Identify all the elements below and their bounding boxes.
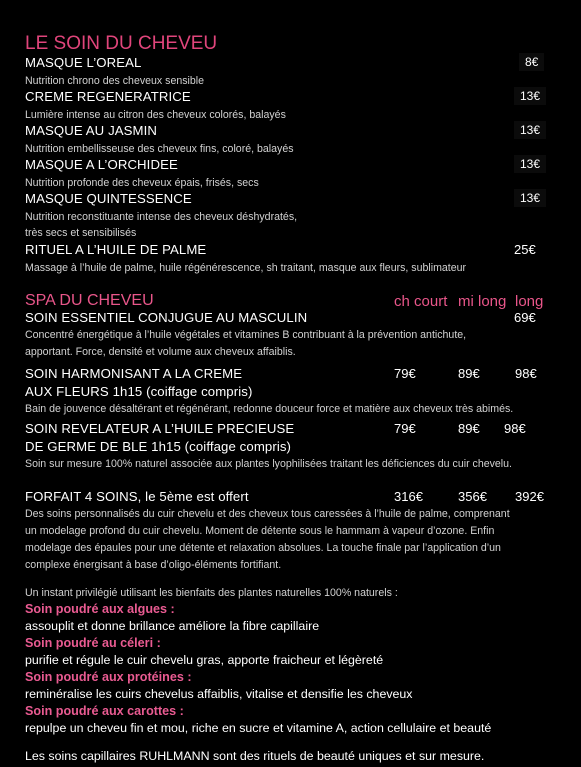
desc-masque-oreal: Nutrition chrono des cheveux sensible bbox=[25, 75, 205, 87]
desc-soin-revelateur: Soin sur mesure 100% naturel associée aux plantes lyophilisées traitant les déficiences du cuir chevelu. bbox=[25, 458, 512, 470]
desc-soin-harmonisant: Bain de jouvence désaltérant et régénérant, redonne douceur force et matière aux cheveux très abimés. bbox=[25, 403, 514, 415]
poudre-intro: Un instant privilégié utilisant les bienfaits des plantes naturelles 100% naturels : bbox=[25, 587, 398, 599]
item-soin-revelateur: SOIN REVELATEUR A L’HUILE PRECIEUSE bbox=[25, 421, 295, 436]
item-masque-jasmin: MASQUE AU JASMIN bbox=[25, 123, 158, 138]
poudre-algues-text: assouplit et donne brillance améliore la fibre capillaire bbox=[25, 619, 320, 633]
item-forfait-4-soins: FORFAIT 4 SOINS, le 5ème est offert bbox=[25, 489, 249, 504]
price-masque-orchidee: 13€ bbox=[514, 155, 546, 173]
price-soin-harmonisant-court: 79€ bbox=[394, 366, 416, 381]
price-forfait-mi-long: 356€ bbox=[458, 489, 487, 504]
price-forfait-long: 392€ bbox=[515, 489, 544, 504]
section-title-soin: LE SOIN DU CHEVEU bbox=[25, 33, 218, 54]
price-rituel-palme: 25€ bbox=[514, 242, 536, 257]
poudre-proteines-title: Soin poudré aux protéines : bbox=[25, 670, 192, 684]
desc-masque-quintessence-2: très secs et sensibilisés bbox=[25, 227, 137, 239]
price-soin-revelateur-long: 98€ bbox=[504, 421, 526, 436]
price-soin-revelateur-court: 79€ bbox=[394, 421, 416, 436]
desc-creme-regeneratrice: Lumière intense au citron des cheveux colorés, balayés bbox=[25, 109, 286, 121]
item-soin-harmonisant-2: AUX FLEURS 1h15 (coiffage compris) bbox=[25, 384, 253, 399]
price-masque-quintessence: 13€ bbox=[514, 189, 546, 207]
desc-forfait-3: modelage des épaules pour une détente et relaxation absolues. La touche finale par l’application d’un bbox=[25, 542, 501, 554]
desc-forfait-2: un modelage profond du cuir chevelu. Moment de détente sous le hammam à vapeur d’ozone. Enfin bbox=[25, 525, 495, 537]
item-soin-harmonisant: SOIN HARMONISANT A LA CREME bbox=[25, 366, 243, 381]
footer-note: Les soins capillaires RUHLMANN sont des rituels de beauté uniques et sur mesure. bbox=[25, 749, 485, 763]
desc-masque-jasmin: Nutrition embellisseuse des cheveux fins, coloré, balayés bbox=[25, 143, 294, 155]
desc-rituel-palme: Massage à l’huile de palme, huile régénérescence, sh traitant, masque aux fleurs, sublimateur bbox=[25, 262, 467, 274]
price-soin-harmonisant-mi-long: 89€ bbox=[458, 366, 480, 381]
price-masque-jasmin: 13€ bbox=[514, 121, 546, 139]
poudre-algues-title: Soin poudré aux algues : bbox=[25, 602, 175, 616]
item-masque-oreal: MASQUE L’OREAL bbox=[25, 55, 142, 70]
section-title-spa: SPA DU CHEVEU bbox=[25, 292, 154, 309]
poudre-celeri-title: Soin poudré au céleri : bbox=[25, 636, 161, 650]
item-rituel-palme: RITUEL A L’HUILE DE PALME bbox=[25, 242, 207, 257]
col-header-ch-court: ch court bbox=[394, 293, 448, 310]
price-soin-harmonisant-long: 98€ bbox=[515, 366, 537, 381]
poudre-carottes-title: Soin poudré aux carottes : bbox=[25, 704, 184, 718]
desc-masque-orchidee: Nutrition profonde des cheveux épais, frisés, secs bbox=[25, 177, 259, 189]
price-soin-revelateur-mi-long: 89€ bbox=[458, 421, 480, 436]
price-soin-essentiel-long: 69€ bbox=[514, 310, 536, 325]
desc-soin-essentiel-2: apportant. Force, densité et volume aux cheveux affaiblis. bbox=[25, 346, 296, 358]
price-forfait-court: 316€ bbox=[394, 489, 423, 504]
item-soin-essentiel: SOIN ESSENTIEL CONJUGUE AU MASCULIN bbox=[25, 310, 308, 325]
item-creme-regeneratrice: CREME REGENERATRICE bbox=[25, 89, 191, 104]
desc-forfait: Des soins personnalisés du cuir chevelu et des cheveux tous caressées à l’huile de palme, comprenant bbox=[25, 508, 510, 520]
desc-forfait-4: complexe énergisant à base d’oligo-éléments fortifiant. bbox=[25, 559, 282, 571]
poudre-celeri-text: purifie et régule le cuir chevelu gras, apporte fraicheur et légèreté bbox=[25, 653, 384, 667]
col-header-long: long bbox=[515, 293, 544, 310]
item-soin-revelateur-2: DE GERME DE BLE 1h15 (coiffage compris) bbox=[25, 439, 292, 454]
item-masque-quintessence: MASQUE QUINTESSENCE bbox=[25, 191, 192, 206]
desc-masque-quintessence: Nutrition reconstituante intense des cheveux déshydratés, bbox=[25, 211, 298, 223]
poudre-carottes-text: repulpe un cheveu fin et mou, riche en sucre et vitamine A, action cellulaire et beauté bbox=[25, 721, 492, 735]
item-masque-orchidee: MASQUE A L’ORCHIDEE bbox=[25, 157, 178, 172]
price-masque-oreal: 8€ bbox=[519, 53, 544, 71]
poudre-proteines-text: reminéralise les cuirs chevelus affaiblis, vitalise et densifie les cheveux bbox=[25, 687, 413, 701]
col-header-mi-long: mi long bbox=[458, 293, 507, 310]
price-creme-regeneratrice: 13€ bbox=[514, 87, 546, 105]
desc-soin-essentiel: Concentré énergétique à l’huile végétales et vitamines B contribuant à la prévention antichute, bbox=[25, 329, 467, 341]
